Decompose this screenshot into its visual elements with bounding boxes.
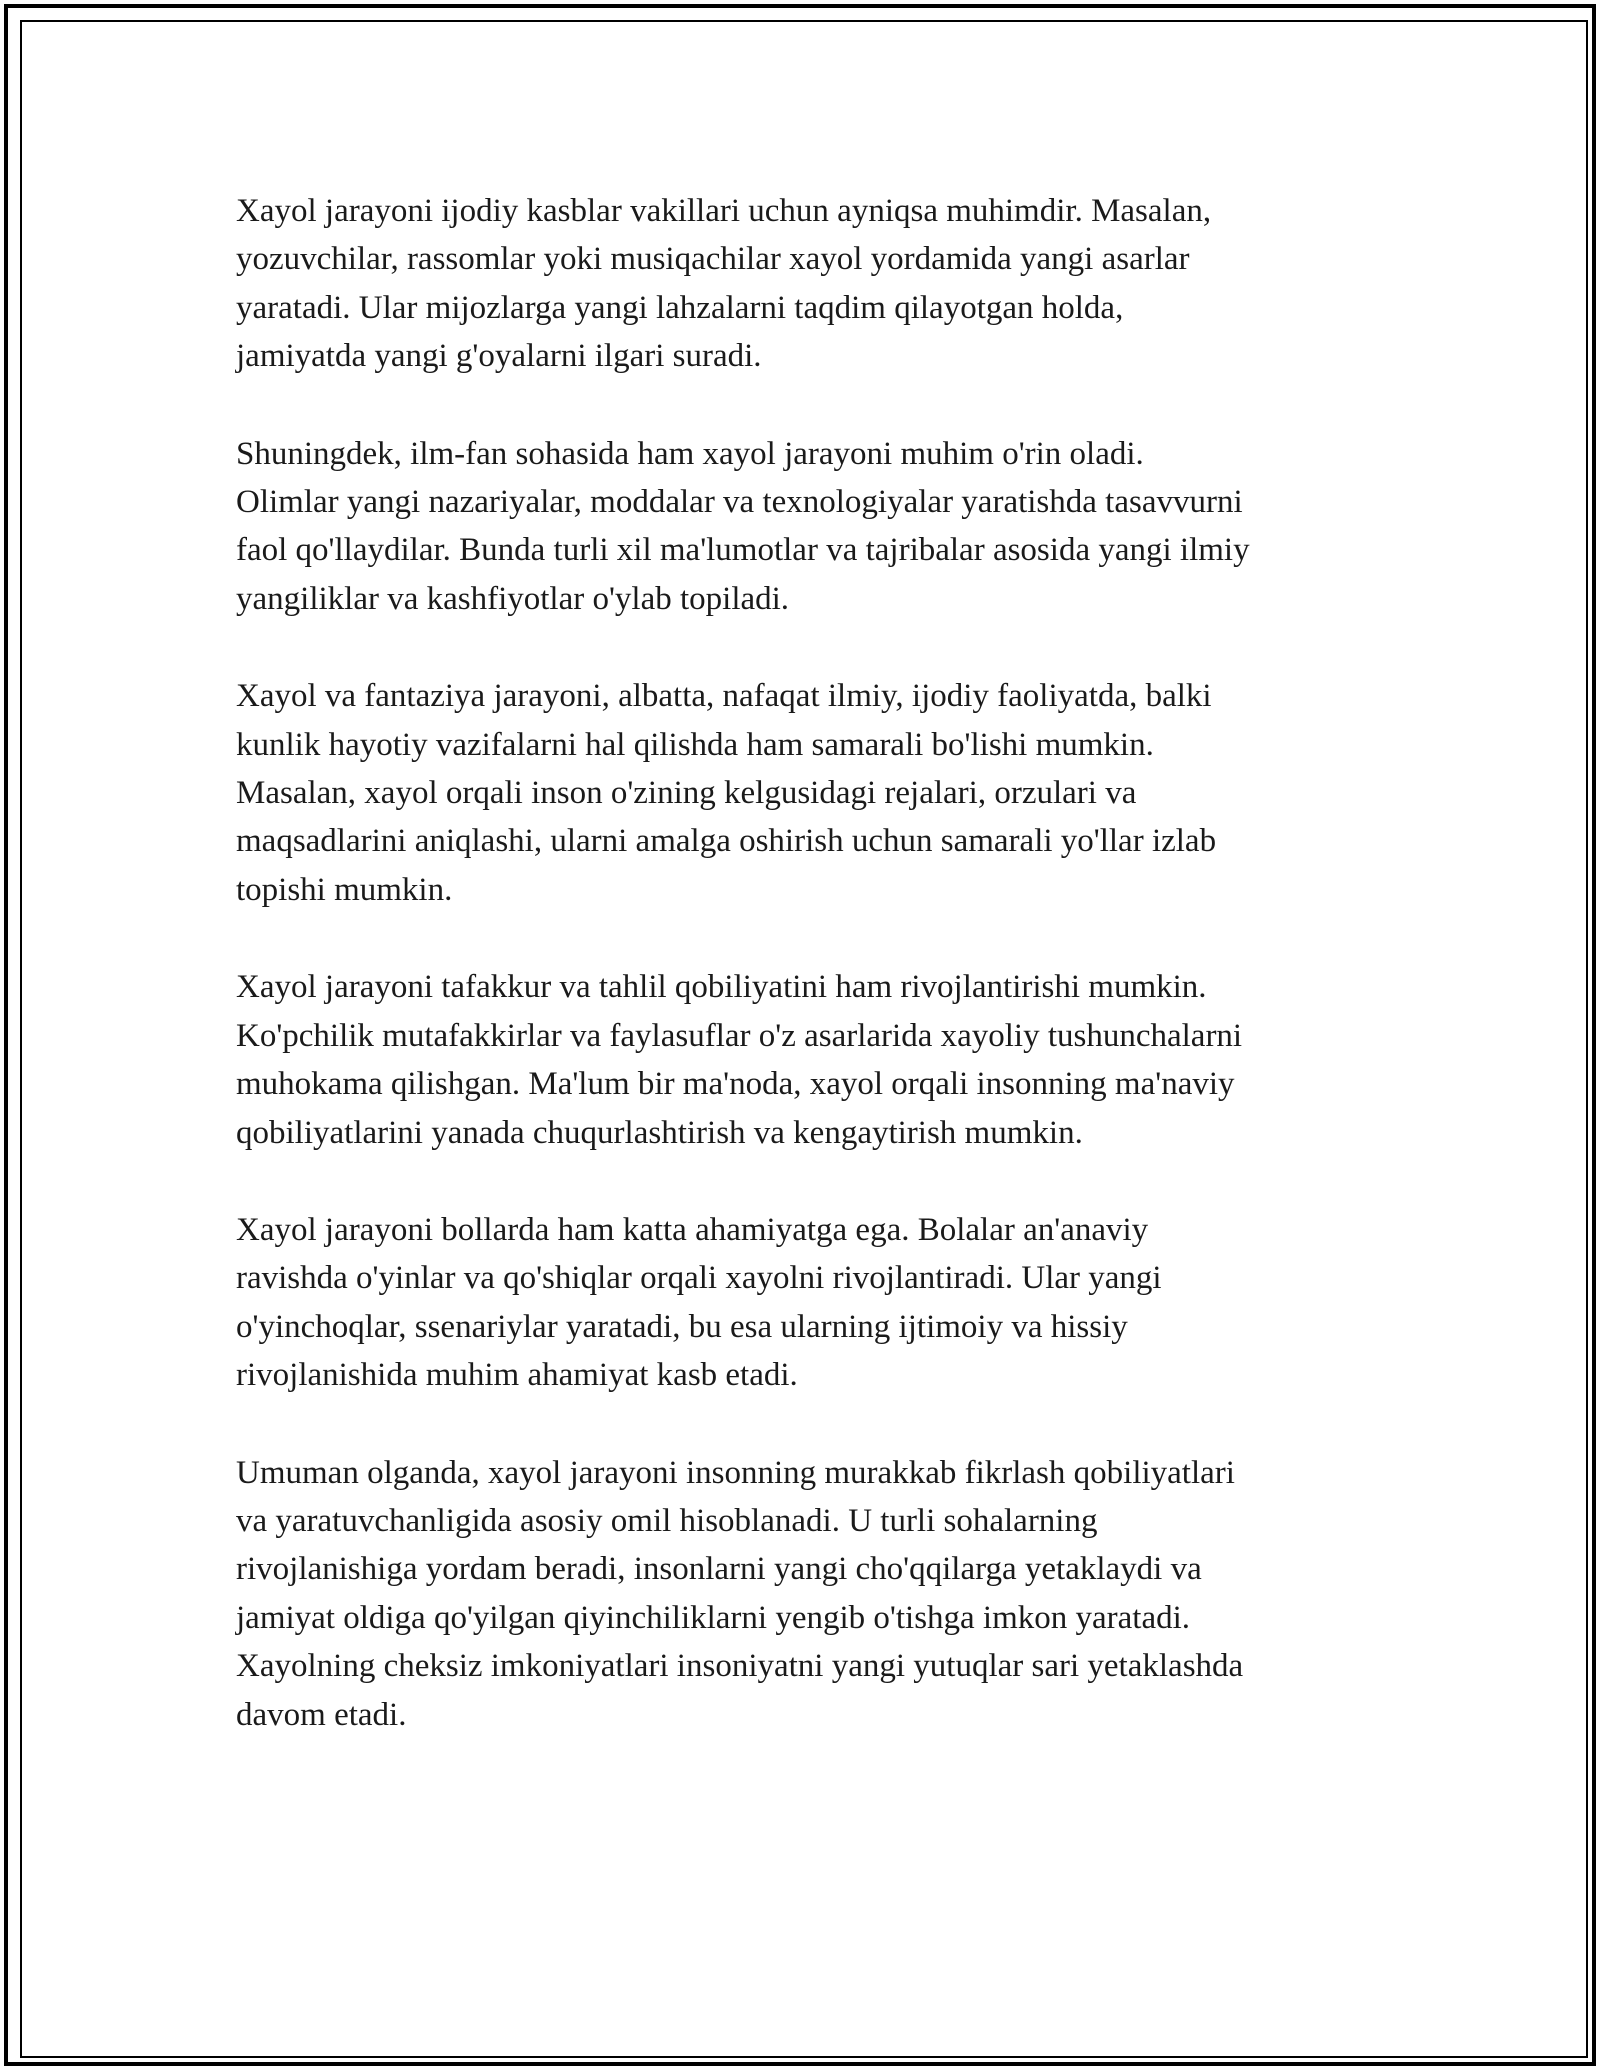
text-line: va yaratuvchanligida asosiy omil hisoblanadi. U turli sohalarning (236, 1502, 1098, 1539)
text-line: yozuvchilar, rassomlar yoki musiqachilar xayol yordamida yangi asarlar (236, 241, 1190, 278)
paragraph-6 (236, 1449, 1376, 1739)
paragraph-3 (236, 672, 1376, 914)
text-line: jamiyat oldiga qo'yilgan qiyinchiliklarni yengib o'tishga imkon yaratadi. (236, 1599, 1191, 1636)
text-line: yangiliklar va kashfiyotlar o'ylab topiladi. (236, 580, 790, 617)
text-line: yaratadi. Ular mijozlarga yangi lahzalarni taqdim qilayotgan holda, (236, 289, 1124, 326)
text-line: Olimlar yangi nazariyalar, moddalar va texnologiyalar yaratishda tasavvurni (236, 484, 1243, 521)
text-line: qobiliyatlarini yanada chuqurlashtirish va kengaytirish mumkin. (236, 1114, 1083, 1151)
text-line: Ko'pchilik mutafakkirlar va faylasuflar o'z asarlarida xayoliy tushunchalarni (236, 1017, 1243, 1054)
text-line: jamiyatda yangi g'oyalarni ilgari suradi. (236, 338, 762, 375)
text-line: davom etadi. (236, 1696, 407, 1733)
text-line: rivojlanishida muhim ahamiyat kasb etadi. (236, 1357, 798, 1394)
text-line: muhokama qilishgan. Ma'lum bir ma'noda, xayol orqali insonning ma'naviy (236, 1066, 1235, 1103)
paragraph-4 (236, 963, 1376, 1157)
text-line: Xayol jarayoni ijodiy kasblar vakillari uchun ayniqsa muhimdir. Masalan, (236, 193, 1212, 229)
text-line: kunlik hayotiy vazifalarni hal qilishda ham samarali bo'lishi mumkin. (236, 726, 1154, 763)
paragraph-1 (236, 187, 1376, 381)
text-line: ravishda o'yinlar va qo'shiqlar orqali xayolni rivojlantiradi. Ular yangi (236, 1260, 1162, 1297)
text-line: topishi mumkin. (236, 871, 453, 908)
text-line: Xayol jarayoni bollarda ham katta ahamiyatga ega. Bolalar an'anaviy (236, 1211, 1149, 1248)
text-line: o'yinchoqlar, ssenariylar yaratadi, bu esa ularning ijtimoiy va hissiy (236, 1308, 1128, 1345)
text-line: Xayolning cheksiz imkoniyatlari insoniyatni yangi yutuqlar sari yetaklashda (236, 1648, 1244, 1685)
text-line: Masalan, xayol orqali inson o'zining kelgusidagi rejalari, orzulari va (236, 775, 1137, 812)
text-line: Xayol jarayoni tafakkur va tahlil qobiliyatini ham rivojlantirishi mumkin. (236, 969, 1207, 1006)
text-line: Umuman olganda, xayol jarayoni insonning murakkab fikrlash qobiliyatlari (236, 1454, 1235, 1491)
text-line: maqsadlarini aniqlashi, ularni amalga oshirish uchun samarali yo'llar izlab (236, 823, 1217, 860)
text-line: Xayol va fantaziya jarayoni, albatta, nafaqat ilmiy, ijodiy faoliyatda, balki (236, 678, 1212, 715)
text-line: rivojlanishiga yordam beradi, insonlarni yangi cho'qqilarga yetaklaydi va (236, 1551, 1202, 1588)
paragraph-2 (236, 430, 1376, 624)
text-line: faol qo'llaydilar. Bunda turli xil ma'lumotlar va tajribalar asosida yangi ilmiy (236, 532, 1250, 569)
paragraph-5 (236, 1206, 1376, 1400)
text-line: Shuningdek, ilm-fan sohasida ham xayol jarayoni muhim o'rin oladi. (236, 435, 1144, 472)
document-body (236, 187, 1376, 1739)
